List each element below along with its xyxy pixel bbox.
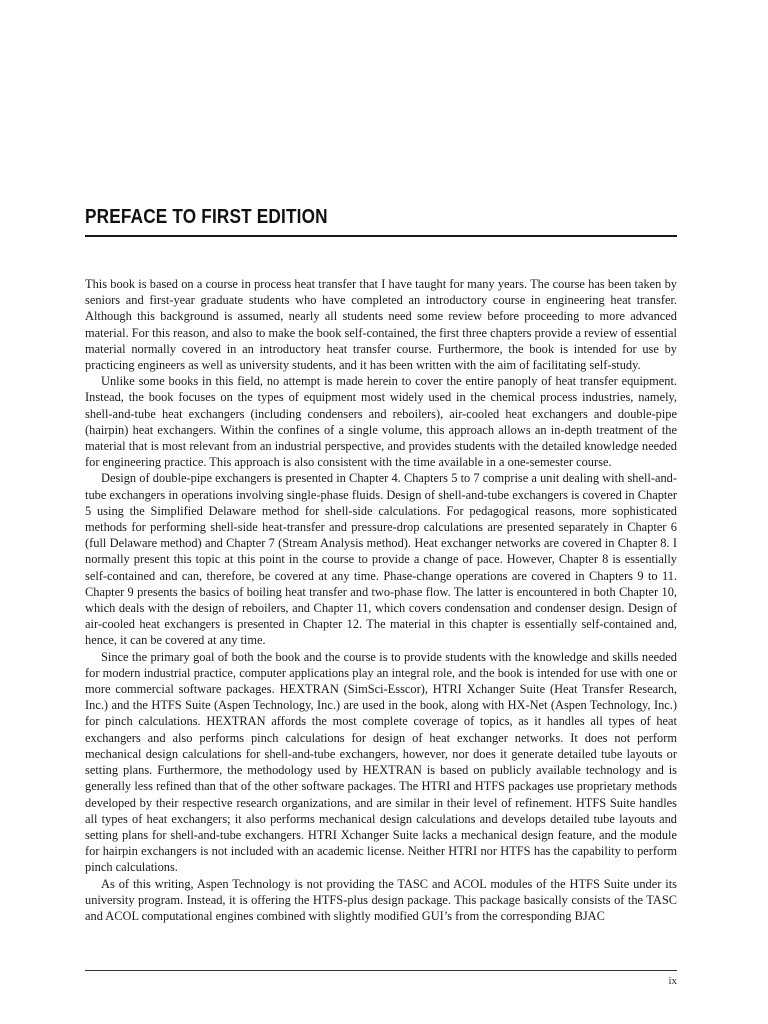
paragraph-4: Since the primary goal of both the book and the course is to provide students with the knowledge and skills needed for modern industrial practice, computer applications play an integral role, and the book is intended for use with one or more commercial software packages. HEXTRAN (SimSci-Esscor), HTRI Xchanger Suite (Heat Transfer Research, Inc.) and the HTFS Suite (Aspen Technology, Inc.) are used in the book, along with HX-Net (Aspen Technology, Inc.) for pinch calculations. HEXTRAN affords the most complete coverage of topics, as it handles all types of heat exchangers and also performs pinch calculations for design of heat exchanger networks. It does not perform mechanical design calculations for shell-and-tube exchangers, however, nor does it generate detailed tube layouts or setting plans. Furthermore, the methodology used by HEXTRAN is based on publicly available technology and is generally less refined than that of the other software packages. The HTRI and HTFS packages use proprietary methods developed by their respective research organizations, and are similar in their level of refinement. HTFS Suite handles all types of heat exchangers; it also performs mechanical design calculations and develops detailed tube layouts and setting plans for shell-and-tube exchangers. HTRI Xchanger Suite lacks a mechanical design feature, and the module for hairpin exchangers is not included with an academic license. Neither HTRI nor HTFS has the capability to perform pinch calculations.	[85, 649, 677, 875]
footer-rule	[85, 970, 677, 971]
title-underline	[85, 235, 677, 237]
paragraph-3: Design of double-pipe exchangers is presented in Chapter 4. Chapters 5 to 7 comprise a unit dealing with shell-and-tube exchangers in operations involving single-phase fluids. Design of shell-and-tube exchangers is covered in Chapter 5 using the Simplified Delaware method for shell-side calculations. For pedagogical reasons, more sophisticated methods for performing shell-side heat-transfer and pressure-drop calculations are presented separately in Chapter 6 (full Delaware method) and Chapter 7 (Stream Analysis method). Heat exchanger networks are covered in Chapter 8. I normally present this topic at this point in the course to provide a change of pace. However, Chapter 8 is essentially self-contained and can, therefore, be covered at any time. Phase-change operations are covered in Chapters 9 to 11. Chapter 9 presents the basics of boiling heat transfer and two-phase flow. The latter is encountered in both Chapter 10, which deals with the design of reboilers, and Chapter 11, which covers condensation and condenser design. Design of air-cooled heat exchangers is presented in Chapter 12. The material in this chapter is essentially self-contained and, hence, it can be covered at any time.	[85, 471, 677, 648]
page-title: PREFACE TO FIRST EDITION	[85, 206, 328, 228]
paragraph-5: As of this writing, Aspen Technology is not providing the TASC and ACOL modules of the HTFS Suite under its university program. Instead, it is offering the HTFS-plus design package. This package basically consists of the TASC and ACOL computational engines combined with slightly modified GUI’s from the corresponding BJAC	[85, 876, 677, 923]
page-number: ix	[668, 975, 677, 987]
preface-body	[85, 276, 677, 924]
paragraph-2: Unlike some books in this field, no attempt is made herein to cover the entire panoply of heat transfer equipment. Instead, the book focuses on the types of equipment most widely used in the chemical process industries, namely, shell-and-tube heat exchangers (including condensers and reboilers), air-cooled heat exchangers and double-pipe (hairpin) heat exchangers. Within the confines of a single volume, this approach allows an in-depth treatment of the material that is most relevant from an industrial perspective, and provides students with the detailed knowledge needed for engineering practice. This approach is also consistent with the time available in a one-semester course.	[85, 374, 677, 470]
paragraph-1: This book is based on a course in process heat transfer that I have taught for many years. The course has been taken by seniors and first-year graduate students who have completed an introductory course in engineering heat transfer. Although this background is assumed, nearly all students need some review before proceeding to more advanced material. For this reason, and also to make the book self-contained, the first three chapters provide a review of essential material normally covered in an introductory heat transfer course. Furthermore, the book is intended for use by practicing engineers as well as university students, and it has been written with the aim of facilitating self-study.	[85, 277, 677, 373]
